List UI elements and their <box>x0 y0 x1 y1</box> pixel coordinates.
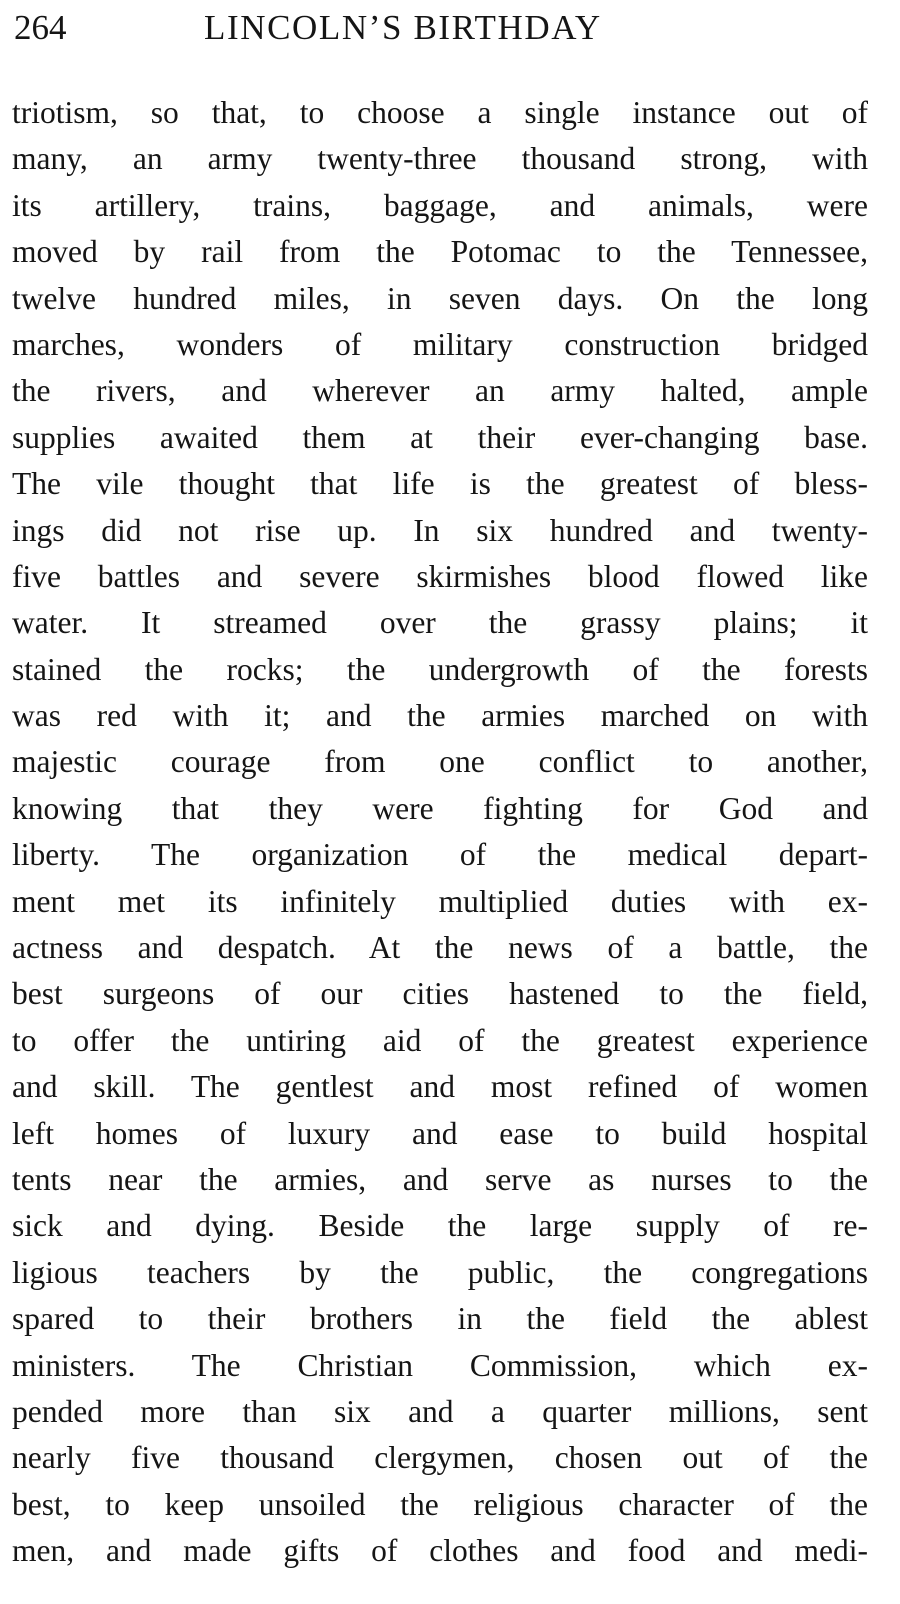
text-line: liberty. The organization of the medical depart- <box>12 837 868 873</box>
text-line: nearly five thousand clergymen, chosen out of the <box>12 1440 868 1476</box>
text-line: pended more than six and a quarter millions, sent <box>12 1393 868 1429</box>
text-line: the rivers, and wherever an army halted, ample <box>12 373 868 409</box>
text-line: spared to their brothers in the field the ablest <box>12 1301 868 1337</box>
text-line: and skill. The gentlest and most refined of women <box>12 1069 868 1105</box>
text-line: ligious teachers by the public, the congregations <box>12 1254 868 1290</box>
running-head <box>14 2 880 54</box>
text-line: left homes of luxury and ease to build hospital <box>12 1115 868 1151</box>
text-line: men, and made gifts of clothes and food and medi- <box>12 1533 868 1569</box>
text-line: ings did not rise up. In six hundred and twenty- <box>12 512 868 548</box>
text-line: sick and dying. Beside the large supply of re- <box>12 1208 868 1244</box>
text-line: tents near the armies, and serve as nurses to the <box>12 1161 868 1197</box>
text-line: many, an army twenty-three thousand strong, with <box>12 141 868 177</box>
text-line: ment met its infinitely multiplied duties with ex- <box>12 883 868 919</box>
text-line: was red with it; and the armies marched on with <box>12 698 868 734</box>
text-line: supplies awaited them at their ever-changing base. <box>12 419 868 455</box>
text-line: water. It streamed over the grassy plains; it <box>12 605 868 641</box>
text-line: ministers. The Christian Commission, which ex- <box>12 1347 868 1383</box>
text-line: The vile thought that life is the greatest of bless- <box>12 466 868 502</box>
running-title: LINCOLN’S BIRTHDAY <box>204 8 602 47</box>
text-line: to offer the untiring aid of the greatest experience <box>12 1022 868 1058</box>
text-line: triotism, so that, to choose a single instance out of <box>12 95 868 130</box>
text-line: twelve hundred miles, in seven days. On the long <box>12 280 868 316</box>
text-line: best surgeons of our cities hastened to the field, <box>12 976 868 1012</box>
text-line: knowing that they were fighting for God and <box>12 790 868 826</box>
text-line: five battles and severe skirmishes blood flowed like <box>12 558 868 594</box>
body-text <box>12 90 868 1575</box>
text-line: majestic courage from one conflict to another, <box>12 744 868 780</box>
text-line: marches, wonders of military construction bridged <box>12 326 868 362</box>
text-line: actness and despatch. At the news of a battle, the <box>12 930 868 966</box>
text-line: best, to keep unsoiled the religious character of the <box>12 1486 868 1522</box>
page-number: 264 <box>14 8 67 47</box>
text-line: its artillery, trains, baggage, and animals, were <box>12 187 868 223</box>
text-line: moved by rail from the Potomac to the Tennessee, <box>12 234 868 270</box>
text-line: stained the rocks; the undergrowth of the forests <box>12 651 868 687</box>
